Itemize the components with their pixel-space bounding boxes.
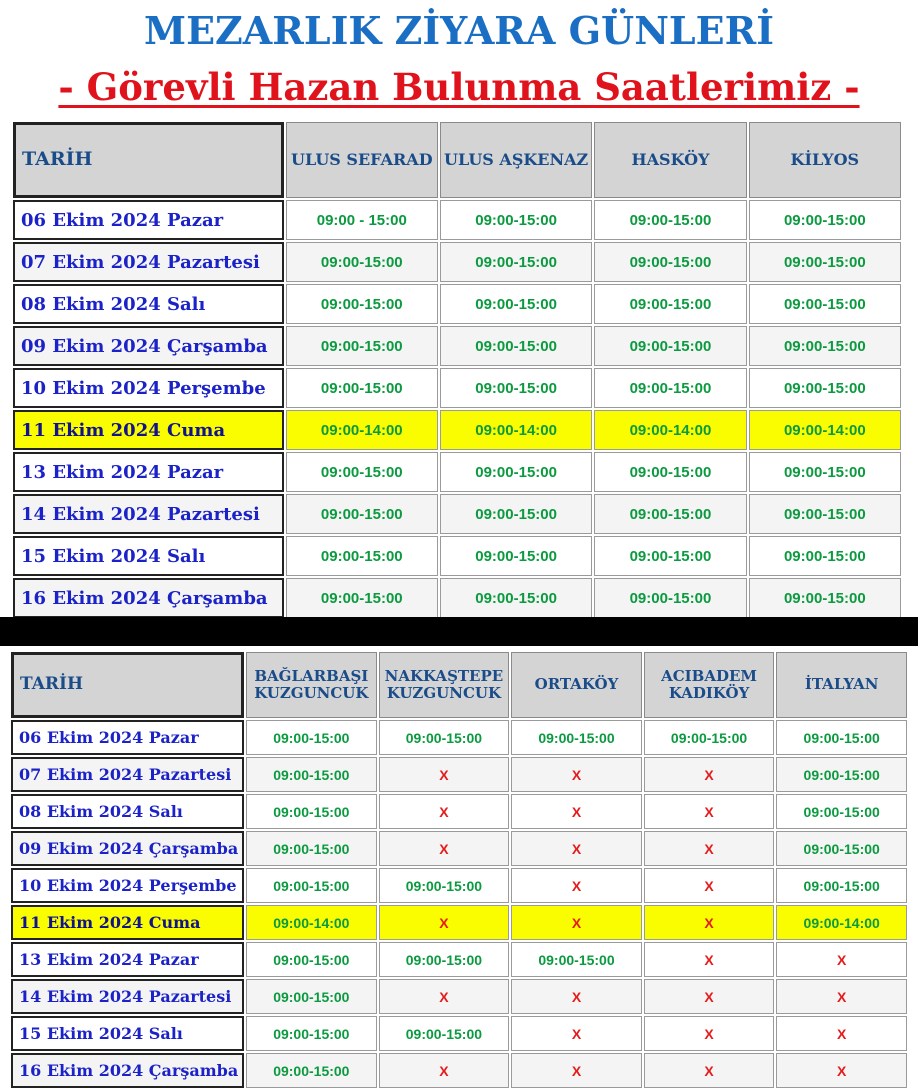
hours-cell: 09:00-15:00 xyxy=(440,242,592,282)
hours-cell: 09:00-15:00 xyxy=(749,536,901,576)
table-row xyxy=(11,794,907,829)
hours-cell: 09:00-15:00 xyxy=(776,757,907,792)
hours-cell: 09:00-15:00 xyxy=(286,242,438,282)
date-cell: 09 Ekim 2024 Çarşamba xyxy=(13,326,284,366)
closed-mark-cell: X xyxy=(379,905,510,940)
hours-cell: 09:00-15:00 xyxy=(379,1016,510,1051)
date-cell: 13 Ekim 2024 Pazar xyxy=(13,452,284,492)
hours-cell: 09:00-15:00 xyxy=(749,494,901,534)
date-cell: 15 Ekim 2024 Salı xyxy=(13,536,284,576)
closed-mark-cell: X xyxy=(644,1016,775,1051)
hours-cell: 09:00-15:00 xyxy=(594,494,746,534)
closed-mark-cell: X xyxy=(644,831,775,866)
table-row xyxy=(11,868,907,903)
hours-cell: 09:00-15:00 xyxy=(440,200,592,240)
date-cell: 08 Ekim 2024 Salı xyxy=(13,284,284,324)
hours-cell: 09:00-15:00 xyxy=(594,242,746,282)
closed-mark-cell: X xyxy=(776,1016,907,1051)
closed-mark-cell: X xyxy=(379,757,510,792)
closed-mark-cell: X xyxy=(644,868,775,903)
hours-cell: 09:00-14:00 xyxy=(246,905,377,940)
hours-cell: 09:00-15:00 xyxy=(440,494,592,534)
hours-cell: 09:00-15:00 xyxy=(246,942,377,977)
hours-cell: 09:00-15:00 xyxy=(440,326,592,366)
date-cell: 14 Ekim 2024 Pazartesi xyxy=(13,494,284,534)
hours-cell: 09:00-15:00 xyxy=(440,452,592,492)
hours-cell: 09:00-15:00 xyxy=(286,284,438,324)
closed-mark-cell: X xyxy=(776,942,907,977)
hours-cell: 09:00-15:00 xyxy=(749,578,901,618)
table-header-row xyxy=(13,122,901,198)
hours-cell: 09:00-15:00 xyxy=(379,720,510,755)
table-row xyxy=(13,536,901,576)
closed-mark-cell: X xyxy=(644,794,775,829)
table-row xyxy=(11,1016,907,1051)
date-cell: 10 Ekim 2024 Perşembe xyxy=(11,868,244,903)
hours-cell: 09:00-15:00 xyxy=(440,284,592,324)
hours-cell: 09:00-15:00 xyxy=(246,831,377,866)
closed-mark-cell: X xyxy=(644,757,775,792)
column-header: İTALYAN xyxy=(776,652,907,718)
column-header: ACIBADEM KADIKÖY xyxy=(644,652,775,718)
hours-cell: 09:00-15:00 xyxy=(286,494,438,534)
hours-cell: 09:00 - 15:00 xyxy=(286,200,438,240)
hours-cell: 09:00-15:00 xyxy=(749,452,901,492)
hours-cell: 09:00-15:00 xyxy=(246,794,377,829)
date-cell: 11 Ekim 2024 Cuma xyxy=(13,410,284,450)
hours-cell: 09:00-15:00 xyxy=(379,942,510,977)
hours-cell: 09:00-15:00 xyxy=(749,200,901,240)
closed-mark-cell: X xyxy=(511,979,642,1014)
table-row xyxy=(13,494,901,534)
date-cell: 06 Ekim 2024 Pazar xyxy=(11,720,244,755)
table-row xyxy=(11,831,907,866)
table-row xyxy=(11,757,907,792)
date-column-header: TARİH xyxy=(13,122,284,198)
hours-cell: 09:00-15:00 xyxy=(286,452,438,492)
table-row xyxy=(11,720,907,755)
hours-cell: 09:00-14:00 xyxy=(749,410,901,450)
hours-cell: 09:00-15:00 xyxy=(246,757,377,792)
hours-cell: 09:00-15:00 xyxy=(511,942,642,977)
page-subtitle-text: - Görevli Hazan Bulunma Saatlerimiz - xyxy=(58,65,860,109)
schedule-table-1 xyxy=(11,120,903,620)
hours-cell: 09:00-15:00 xyxy=(246,1053,377,1088)
hours-cell: 09:00-15:00 xyxy=(440,536,592,576)
date-cell: 10 Ekim 2024 Perşembe xyxy=(13,368,284,408)
closed-mark-cell: X xyxy=(776,979,907,1014)
column-header: KİLYOS xyxy=(749,122,901,198)
closed-mark-cell: X xyxy=(776,1053,907,1088)
hours-cell: 09:00-15:00 xyxy=(594,452,746,492)
hours-cell: 09:00-15:00 xyxy=(644,720,775,755)
table-row xyxy=(13,242,901,282)
closed-mark-cell: X xyxy=(511,794,642,829)
closed-mark-cell: X xyxy=(644,1053,775,1088)
closed-mark-cell: X xyxy=(379,794,510,829)
table-row xyxy=(13,326,901,366)
closed-mark-cell: X xyxy=(511,831,642,866)
date-cell: 07 Ekim 2024 Pazartesi xyxy=(13,242,284,282)
closed-mark-cell: X xyxy=(644,905,775,940)
hours-cell: 09:00-14:00 xyxy=(440,410,592,450)
hours-cell: 09:00-15:00 xyxy=(246,868,377,903)
hours-cell: 09:00-15:00 xyxy=(749,242,901,282)
hours-cell: 09:00-15:00 xyxy=(776,868,907,903)
column-header: ULUS AŞKENAZ xyxy=(440,122,592,198)
closed-mark-cell: X xyxy=(511,868,642,903)
column-header: ORTAKÖY xyxy=(511,652,642,718)
date-cell: 15 Ekim 2024 Salı xyxy=(11,1016,244,1051)
hours-cell: 09:00-15:00 xyxy=(379,868,510,903)
date-cell: 11 Ekim 2024 Cuma xyxy=(11,905,244,940)
hours-cell: 09:00-15:00 xyxy=(776,794,907,829)
hours-cell: 09:00-15:00 xyxy=(749,368,901,408)
hours-cell: 09:00-15:00 xyxy=(246,1016,377,1051)
hours-cell: 09:00-15:00 xyxy=(749,284,901,324)
hours-cell: 09:00-15:00 xyxy=(594,536,746,576)
table-header-row xyxy=(11,652,907,718)
table-row xyxy=(13,284,901,324)
page-title: MEZARLIK ZİYARA GÜNLERİ xyxy=(144,8,774,53)
closed-mark-cell: X xyxy=(379,831,510,866)
hours-cell: 09:00-15:00 xyxy=(594,284,746,324)
hours-cell: 09:00-14:00 xyxy=(594,410,746,450)
closed-mark-cell: X xyxy=(379,979,510,1014)
column-header: ULUS SEFARAD xyxy=(286,122,438,198)
hours-cell: 09:00-14:00 xyxy=(776,905,907,940)
hours-cell: 09:00-15:00 xyxy=(594,368,746,408)
table-row xyxy=(11,979,907,1014)
closed-mark-cell: X xyxy=(511,905,642,940)
hours-cell: 09:00-15:00 xyxy=(286,578,438,618)
section-divider xyxy=(0,617,918,646)
hours-cell: 09:00-15:00 xyxy=(440,368,592,408)
hours-cell: 09:00-15:00 xyxy=(749,326,901,366)
date-column-header: TARİH xyxy=(11,652,244,718)
hours-cell: 09:00-15:00 xyxy=(776,720,907,755)
table-row xyxy=(11,1053,907,1088)
hours-cell: 09:00-15:00 xyxy=(511,720,642,755)
closed-mark-cell: X xyxy=(644,979,775,1014)
closed-mark-cell: X xyxy=(511,1053,642,1088)
hours-cell: 09:00-15:00 xyxy=(246,979,377,1014)
hours-cell: 09:00-15:00 xyxy=(594,578,746,618)
date-cell: 13 Ekim 2024 Pazar xyxy=(11,942,244,977)
hours-cell: 09:00-15:00 xyxy=(246,720,377,755)
table-row xyxy=(13,578,901,618)
hours-cell: 09:00-15:00 xyxy=(286,326,438,366)
closed-mark-cell: X xyxy=(511,1016,642,1051)
hours-cell: 09:00-15:00 xyxy=(286,536,438,576)
closed-mark-cell: X xyxy=(379,1053,510,1088)
hours-cell: 09:00-14:00 xyxy=(286,410,438,450)
hours-cell: 09:00-15:00 xyxy=(440,578,592,618)
column-header: HASKÖY xyxy=(594,122,746,198)
date-cell: 06 Ekim 2024 Pazar xyxy=(13,200,284,240)
table-row-highlighted xyxy=(13,410,901,450)
table-row xyxy=(13,452,901,492)
table-row xyxy=(13,368,901,408)
date-cell: 09 Ekim 2024 Çarşamba xyxy=(11,831,244,866)
table-row xyxy=(13,200,901,240)
date-cell: 14 Ekim 2024 Pazartesi xyxy=(11,979,244,1014)
closed-mark-cell: X xyxy=(511,757,642,792)
table-row xyxy=(11,942,907,977)
page-subtitle xyxy=(0,62,918,112)
date-cell: 08 Ekim 2024 Salı xyxy=(11,794,244,829)
date-cell: 16 Ekim 2024 Çarşamba xyxy=(13,578,284,618)
hours-cell: 09:00-15:00 xyxy=(286,368,438,408)
table-row-highlighted xyxy=(11,905,907,940)
hours-cell: 09:00-15:00 xyxy=(594,326,746,366)
hours-cell: 09:00-15:00 xyxy=(776,831,907,866)
date-cell: 07 Ekim 2024 Pazartesi xyxy=(11,757,244,792)
closed-mark-cell: X xyxy=(644,942,775,977)
column-header: BAĞLARBAŞI KUZGUNCUK xyxy=(246,652,377,718)
schedule-table-2 xyxy=(9,650,909,1090)
column-header: NAKKAŞTEPE KUZGUNCUK xyxy=(379,652,510,718)
date-cell: 16 Ekim 2024 Çarşamba xyxy=(11,1053,244,1088)
hours-cell: 09:00-15:00 xyxy=(594,200,746,240)
